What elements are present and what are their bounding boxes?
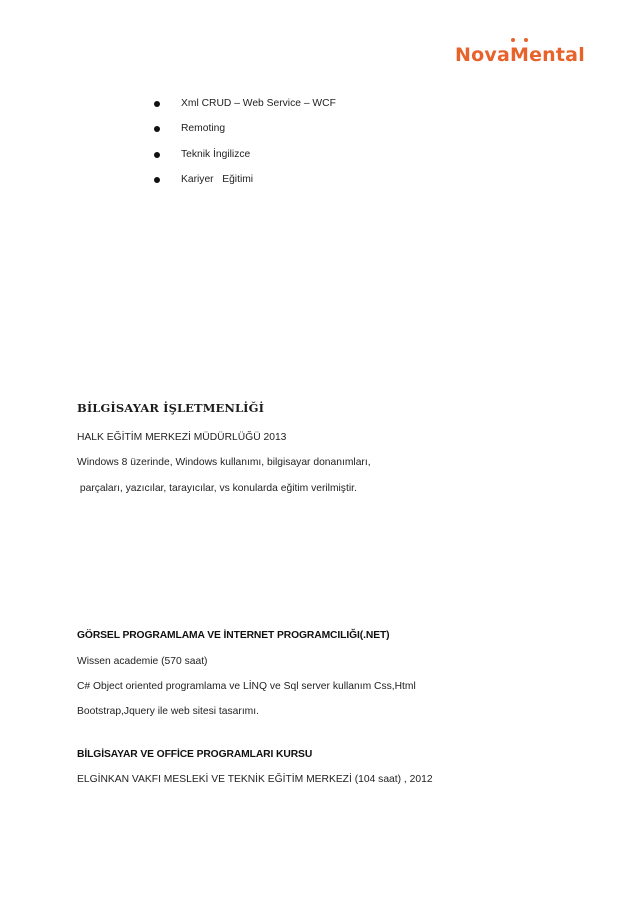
list-item-text: Teknik İngilizce <box>181 148 251 160</box>
logo-dot-left <box>511 38 515 42</box>
logo-dot-right <box>524 38 528 42</box>
section-description-line: C# Object oriented programlama ve LİNQ ve Sql server kullanım Css,Html <box>77 681 416 692</box>
section-title-office-programlari: BİLGİSAYAR VE OFFİCE PROGRAMLARI KURSU <box>77 749 313 760</box>
section-description-line: Windows 8 üzerinde, Windows kullanımı, bilgisayar donanımları, <box>77 457 371 468</box>
bullet-icon <box>154 152 160 158</box>
bullet-icon <box>154 177 160 183</box>
section-title-bilgisayar-isletmenligi: BİLGİSAYAR İŞLETMENLİĞİ <box>77 401 265 415</box>
section-institution: HALK EĞİTİM MERKEZİ MÜDÜRLÜĞÜ 2013 <box>77 432 287 443</box>
list-item-text: Remoting <box>181 123 226 135</box>
list-item-text: Xml CRUD – Web Service – WCF <box>181 98 336 109</box>
list-item <box>154 121 336 146</box>
list-item-text: Kariyer Eğitimi <box>181 173 254 185</box>
section-description-line: Bootstrap,Jquery ile web sitesi tasarımı. <box>77 706 259 717</box>
list-item <box>154 96 336 121</box>
list-item <box>154 147 336 172</box>
logo-text-ental: ental <box>529 44 585 66</box>
bullet-icon <box>154 101 160 107</box>
list-item <box>154 172 336 197</box>
section-institution: Wissen academie (570 saat) <box>77 656 208 667</box>
section-description-line: parçaları, yazıcılar, tarayıcılar, vs konularda eğitim verilmiştir. <box>77 483 357 494</box>
logo-text-nova: Nova <box>455 44 510 66</box>
novamental-logo <box>455 40 585 66</box>
skills-bullet-list <box>154 96 336 197</box>
logo-m <box>510 44 529 66</box>
bullet-icon <box>154 126 160 132</box>
section-institution: ELGİNKAN VAKFI MESLEKİ VE TEKNİK EĞİTİM MERKEZİ (104 saat) , 2012 <box>77 774 433 785</box>
logo-text-m: M <box>509 44 530 66</box>
section-title-gorsel-programlama: GÖRSEL PROGRAMLAMA VE İNTERNET PROGRAMCILIĞI(.NET) <box>77 630 390 641</box>
